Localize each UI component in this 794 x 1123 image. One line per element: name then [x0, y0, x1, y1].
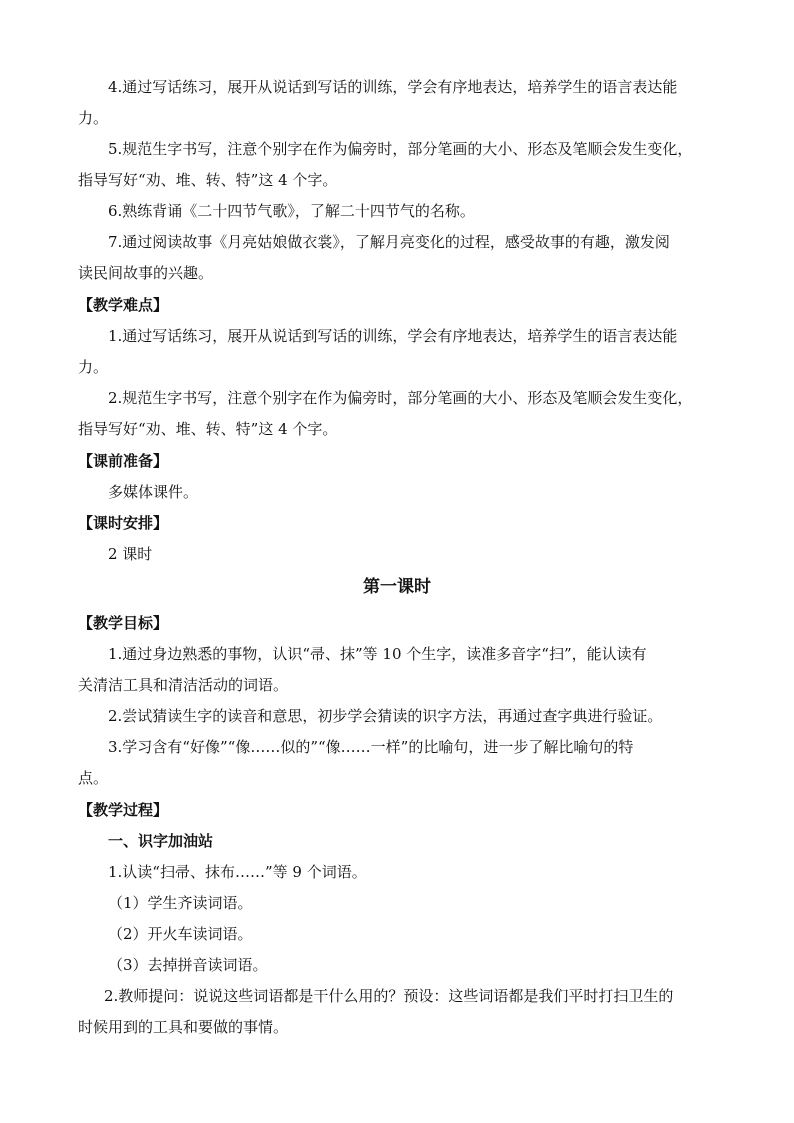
difficulty-1-line-2: 力。 — [78, 358, 109, 376]
schedule-heading: 【课时安排】 — [78, 514, 169, 532]
objective-5-line-1: 5.规范生字书写，注意个别字在作为偏旁时，部分笔画的大小、形态及笔顺会发生变化， — [108, 140, 693, 158]
objective-7-line-2: 读民间故事的兴趣。 — [78, 264, 214, 282]
difficulties-heading: 【教学难点】 — [78, 296, 169, 314]
section-1-heading: 一、识字加油站 — [108, 832, 214, 850]
lesson-title: 第一课时 — [363, 577, 431, 597]
preparation-text: 多媒体课件。 — [108, 483, 199, 501]
process-heading: 【教学过程】 — [78, 801, 169, 819]
preparation-heading: 【课前准备】 — [78, 452, 169, 470]
step-1-b: （2）开火车读词语。 — [108, 925, 253, 943]
step-1-c: （3）去掉拼音读词语。 — [108, 956, 268, 974]
step-1-a: （1）学生齐读词语。 — [108, 894, 253, 912]
difficulty-2-line-2: 指导写好“劝、堆、转、特”这 4 个字。 — [78, 420, 338, 438]
step-2-line-1: 2.教师提问：说说这些词语都是干什么用的？预设：这些词语都是我们平时打扫卫生的 — [104, 987, 674, 1005]
step-1: 1.认读“扫帚、抹布……”等 9 个词语。 — [108, 863, 367, 881]
schedule-text: 2 课时 — [108, 545, 153, 563]
objective-5-line-2: 指导写好“劝、堆、转、特”这 4 个字。 — [78, 171, 338, 189]
objective-4-line-1: 4.通过写话练习，展开从说话到写话的训练，学会有序地表达，培养学生的语言表达能 — [108, 78, 678, 96]
goal-1-line-2: 关清洁工具和清洁活动的词语。 — [78, 676, 289, 694]
objective-6: 6.熟练背诵《二十四节气歌》，了解二十四节气的名称。 — [108, 202, 475, 220]
goal-2: 2.尝试猜读生字的读音和意思，初步学会猜读的识字方法，再通过查字典进行验证。 — [108, 707, 663, 725]
goal-3-line-1: 3.学习含有“好像”“像……似的”“像……一样”的比喻句，进一步了解比喻句的特 — [108, 738, 634, 756]
goal-3-line-2: 点。 — [78, 769, 109, 787]
difficulty-1-line-1: 1.通过写话练习，展开从说话到写话的训练，学会有序地表达，培养学生的语言表达能 — [108, 327, 678, 345]
objective-7-line-1: 7.通过阅读故事《月亮姑娘做衣裳》，了解月亮变化的过程，感受故事的有趣，激发阅 — [108, 233, 670, 251]
objective-4-line-2: 力。 — [78, 109, 109, 127]
step-2-line-2: 时候用到的工具和要做的事情。 — [78, 1018, 289, 1036]
goals-heading: 【教学目标】 — [78, 614, 169, 632]
goal-1-line-1: 1.通过身边熟悉的事物，认识“帚、抹”等 10 个生字，读准多音字“扫”，能认读有 — [108, 645, 647, 663]
difficulty-2-line-1: 2.规范生字书写，注意个别字在作为偏旁时，部分笔画的大小、形态及笔顺会发生变化， — [108, 389, 693, 407]
